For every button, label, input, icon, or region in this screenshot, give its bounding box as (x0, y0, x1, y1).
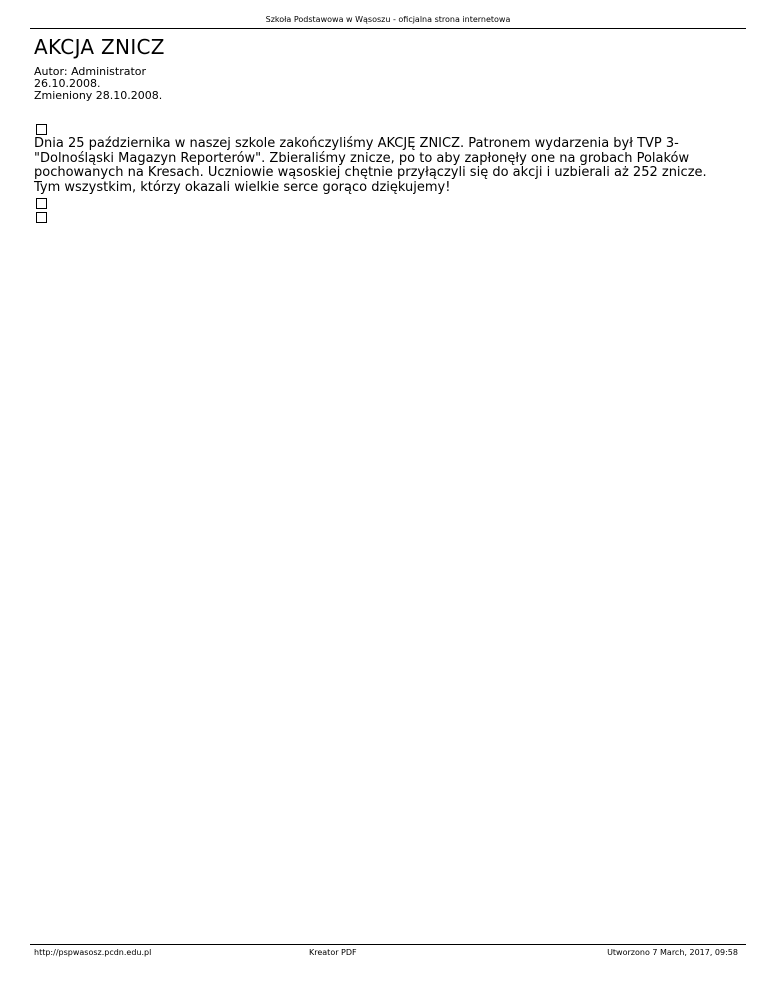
page-header (30, 14, 746, 29)
site-title: Szkoła Podstawowa w Wąsoszu - oficjalna strona internetowa (265, 15, 511, 24)
page-footer (30, 944, 746, 957)
article-title: AKCJA ZNICZ (34, 35, 165, 59)
missing-image-icon (36, 124, 47, 135)
missing-image-icon (36, 198, 47, 209)
article (34, 34, 734, 225)
article-meta (34, 66, 734, 102)
article-body (34, 124, 734, 223)
footer-url: http://pspwasosz.pcdn.edu.pl (34, 948, 152, 957)
created-date: 26.10.2008. (34, 77, 101, 90)
footer-generator: Kreator PDF (309, 948, 357, 957)
author-line: Autor: Administrator (34, 65, 147, 78)
footer-created: Utworzono 7 March, 2017, 09:58 (607, 948, 738, 957)
missing-image-icon (36, 212, 47, 223)
article-text: Dnia 25 października w naszej szkole zakończyliśmy AKCJĘ ZNICZ. Patronem wydarzenia był TVP 3- "Dolnośląski Magazyn Reporterów". Zbieraliśmy znicze, po to aby zapłonęły one na grobach Polaków pochowanych na Kresach. Uczniowie wąsoskiej chętnie przyłączyli się do akcji i uzbierali aż 252 znicze. Tym wszystkim, którzy okazali wielkie serce gorąco dziękujemy! (34, 136, 707, 195)
modified-line: Zmieniony 28.10.2008. (34, 89, 163, 102)
